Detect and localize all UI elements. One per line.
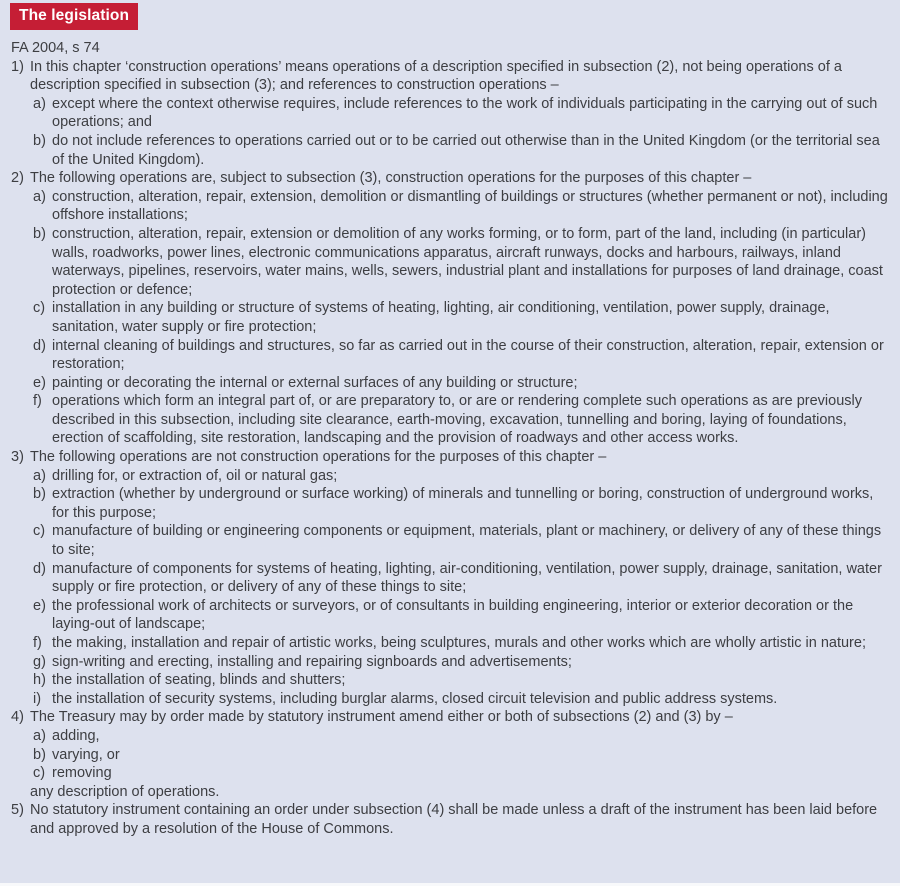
item-text: drilling for, or extraction of, oil or natural gas; xyxy=(52,467,338,484)
item-letter: b) xyxy=(33,132,46,149)
lettered-item xyxy=(33,95,890,132)
section-body xyxy=(30,58,890,170)
item-letter: f) xyxy=(33,635,42,651)
section-text: The Treasury may by order made by statutory instrument amend either or both of subsections (2) and (3) by – xyxy=(30,709,733,726)
lettered-item xyxy=(33,597,890,634)
item-letter: i) xyxy=(33,690,42,707)
section-number: 4) xyxy=(11,709,24,726)
lettered-item xyxy=(33,522,890,559)
item-text: the making, installation and repair of artistic works, being sculptures, murals and other works which are wholly artistic in nature; xyxy=(52,635,866,651)
item-text: adding, xyxy=(52,727,100,744)
section-text: No statutory instrument containing an order under subsection (4) shall be made unless a draft of the instrument has been laid before and approved by a resolution of the House of Commons. xyxy=(30,802,878,837)
section-body xyxy=(30,801,890,838)
item-letter: c) xyxy=(33,300,46,317)
legislation-header-badge xyxy=(10,3,138,30)
lettered-item xyxy=(33,746,890,765)
statute-reference: FA 2004, s 74 xyxy=(11,40,100,56)
numbered-section xyxy=(11,169,890,448)
lettered-item xyxy=(33,764,890,783)
legislation-document xyxy=(11,39,890,839)
item-letter: g) xyxy=(33,653,46,670)
lettered-item xyxy=(33,337,890,374)
item-letter: b) xyxy=(33,746,46,763)
lettered-item xyxy=(33,653,890,672)
item-letter: a) xyxy=(33,727,46,744)
lettered-item xyxy=(33,727,890,746)
item-text: manufacture of components for systems of heating, lighting, air-conditioning, ventilation, power supply, drainage, sanitation, water supply or fire protection, or delivery of any of these things to site; xyxy=(52,560,882,596)
statute-sections xyxy=(11,58,890,839)
numbered-section xyxy=(11,58,890,170)
lettered-item xyxy=(33,132,890,169)
item-letter: e) xyxy=(33,597,46,614)
lettered-item xyxy=(33,392,890,448)
section-number: 1) xyxy=(11,58,24,75)
item-text: varying, or xyxy=(52,746,120,763)
item-text: manufacture of building or engineering components or equipment, materials, plant or machinery, or delivery of any of these things to site; xyxy=(52,523,882,559)
item-text: operations which form an integral part of, or are preparatory to, or are or rendering complete such operations as are previously described in this subsection, including site clearance, earth-moving, excavation, tunnelling and boring, laying of foundations, erection of scaffolding, site restoration, landscaping and the provision of roadways and other access works. xyxy=(52,393,863,447)
item-letter: a) xyxy=(33,188,46,205)
item-letter: d) xyxy=(33,560,46,577)
item-letter: c) xyxy=(33,765,46,782)
item-text: sign-writing and erecting, installing and repairing signboards and advertisements; xyxy=(52,653,572,670)
item-letter: d) xyxy=(33,337,46,354)
item-text: extraction (whether by underground or surface working) of minerals and tunnelling or boring, construction of underground works, for this purpose; xyxy=(52,486,874,521)
item-letter: b) xyxy=(33,225,46,242)
item-letter: b) xyxy=(33,486,46,503)
item-letter: e) xyxy=(33,374,46,391)
numbered-section xyxy=(11,448,890,708)
badge-label: The legislation xyxy=(19,7,130,24)
section-number: 2) xyxy=(11,170,24,187)
item-text: except where the context otherwise requires, include references to the work of individuals participating in the carrying out of such operations; and xyxy=(52,95,878,131)
section-number: 3) xyxy=(11,449,24,466)
item-text: internal cleaning of buildings and structures, so far as carried out in the course of their construction, alteration, repair, extension or restoration; xyxy=(52,337,884,373)
lettered-item xyxy=(33,634,890,653)
lettered-item xyxy=(33,560,890,597)
item-text: construction, alteration, repair, extension or demolition of any works forming, or to form, part of the land, including (in particular) walls, roadworks, power lines, electronic communications apparatus, aircraft runways, docks and harbours, railways, inland waterways, pipelines, reservoirs, water mains, wells, sewers, industrial plant and installations for purposes of land drainage, coast protection or defence; xyxy=(52,225,883,298)
lettered-item xyxy=(33,299,890,336)
lettered-item xyxy=(33,485,890,522)
lettered-item xyxy=(33,467,890,486)
item-text: the installation of security systems, including burglar alarms, closed circuit television and public address systems. xyxy=(52,690,778,707)
lettered-item xyxy=(33,690,890,709)
section-number: 5) xyxy=(11,802,24,819)
lettered-item xyxy=(33,374,890,393)
section-text: The following operations are not construction operations for the purposes of this chapter – xyxy=(30,449,607,466)
section-text: In this chapter ‘construction operations’ means operations of a description specified in subsection (2), not being operations of a description specified in subsection (3); and references to construction operations – xyxy=(30,58,842,94)
lettered-item xyxy=(33,671,890,690)
section-trailing-text: any description of operations. xyxy=(30,783,220,800)
section-body xyxy=(30,448,890,708)
item-text: construction, alteration, repair, extension, demolition or dismantling of buildings or structures (whether permanent or not), including offshore installations; xyxy=(52,188,888,224)
numbered-section xyxy=(11,708,890,801)
item-text: removing xyxy=(52,765,112,782)
item-text: do not include references to operations carried out or to be carried out otherwise than in the United Kingdom (or the territorial sea of the United Kingdom). xyxy=(52,132,880,168)
section-body xyxy=(30,708,890,801)
item-letter: a) xyxy=(33,95,46,112)
item-text: installation in any building or structure of systems of heating, lighting, air conditioning, ventilation, power supply, drainage, sanitation, water supply or fire protection; xyxy=(52,300,830,335)
item-letter: a) xyxy=(33,467,46,484)
lettered-item xyxy=(33,225,890,299)
numbered-section xyxy=(11,801,890,838)
item-text: the professional work of architects or surveyors, or of consultants in building engineering, interior or exterior decoration or the laying-out of landscape; xyxy=(52,597,854,633)
section-body xyxy=(30,169,890,448)
item-text: painting or decorating the internal or external surfaces of any building or structure; xyxy=(52,374,578,391)
item-letter: c) xyxy=(33,523,46,540)
lettered-item xyxy=(33,188,890,225)
item-text: the installation of seating, blinds and shutters; xyxy=(52,672,346,689)
item-letter: h) xyxy=(33,672,46,689)
item-letter: f) xyxy=(33,393,42,410)
section-text: The following operations are, subject to subsection (3), construction operations for the purposes of this chapter – xyxy=(30,170,752,187)
